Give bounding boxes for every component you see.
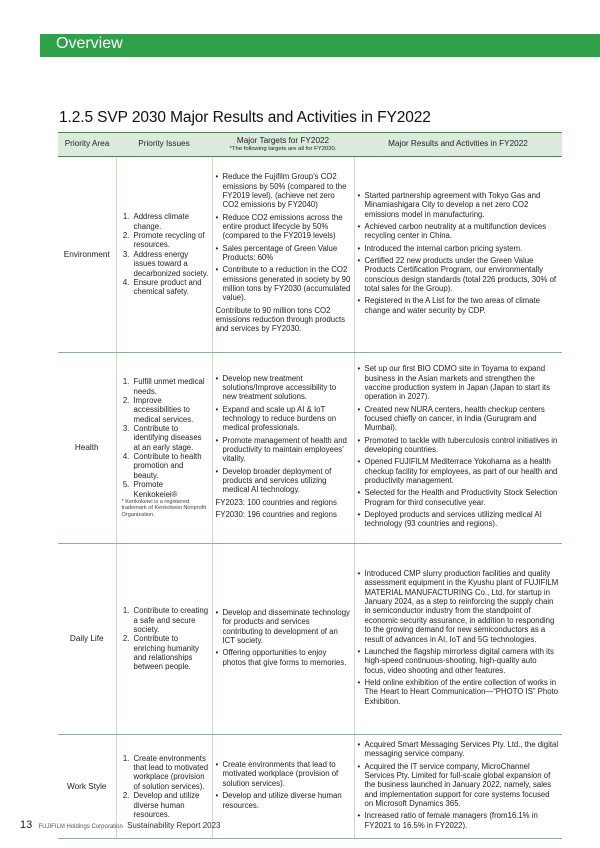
- list-item: • Set up our first BIO CDMO site in Toyama to expand business in the Asian markets and strengthen the vaccine production system in Japan (Japan to start its operation in 2027).: [358, 364, 560, 401]
- table-header-row: [58, 133, 562, 157]
- priority-issues-cell: [116, 157, 212, 353]
- list-item: FY2030: 196 countries and regions: [215, 510, 337, 520]
- section-heading: 1.2.5 SVP 2030 Major Results and Activities in FY2022: [59, 109, 431, 126]
- priority-issues-cell: [116, 544, 212, 735]
- major-targets-list: [216, 374, 351, 520]
- major-results-cell: [354, 353, 562, 544]
- major-targets-list: [216, 760, 351, 810]
- banner-title: Overview: [56, 35, 123, 52]
- list-item: 2. Promote recycling of resources.: [132, 231, 209, 250]
- list-item: • Acquired the IT service company, MicroChannel Services Pty. Limited for full-scale global expansion of the business launched in January 2022, namely, sales and implementation support for core systems focused on Microsoft Dynamics 365.: [358, 762, 560, 809]
- list-item: • Launched the flagship mirrorless digital camera with its high-speed continuous-shooting, high-quality auto focus, video shooting and other features.: [358, 647, 560, 675]
- list-item: • Held online exhibition of the entire collection of works in The Heart to Heart Communication—“PHOTO IS” Photo Exhibition.: [358, 678, 560, 706]
- header-major-targets: [212, 133, 354, 157]
- list-item: • Develop new treatment solutions/Improve accessibility to new treatment solutions.: [216, 374, 351, 402]
- list-item: • Increased ratio of female managers (from16.1% in FY2021 to 16.5% in FY2022).: [358, 811, 560, 830]
- page-footer: [20, 819, 220, 831]
- list-item: • Expand and scale up AI & IoT technology to reduce burdens on medical professionals.: [216, 405, 351, 433]
- list-item: 1. Create environments that lead to motivated workplace (provision of solution services).: [132, 754, 209, 791]
- list-item: • Develop broader deployment of products and services utilizing medical AI technology.: [216, 467, 351, 495]
- list-item: 2. Develop and utilize diverse human resources.: [132, 791, 209, 819]
- list-item: • Certified 22 new products under the Green Value Products Certification Program, our environmentally conscious design standards (total 226 products, 30% of total sales for the Group).: [358, 256, 560, 293]
- list-item: • Contribute to a reduction in the CO2 emissions generated in society by 90 million tons by FY2030 (accumulated value).: [216, 265, 351, 302]
- list-item: • Develop and utilize diverse human resources.: [216, 791, 351, 810]
- major-results-list: [358, 191, 560, 315]
- header-targets-note: *The following targets are all for FY2030.: [229, 145, 337, 152]
- major-targets-list: [216, 608, 351, 667]
- list-item: FY2023: 100 countries and regions: [215, 497, 337, 507]
- table-row-health: [58, 353, 562, 544]
- priority-issues-list: [120, 754, 209, 819]
- header-priority-issues: Priority Issues: [116, 133, 212, 157]
- list-item: • Deployed products and services utilizing medical AI technology (93 countries and regions).: [358, 510, 560, 529]
- major-results-list: [358, 569, 560, 706]
- list-item: • Registered in the A List for the two areas of climate change and water security by CDP.: [358, 296, 560, 315]
- list-item: • Introduced the internal carbon pricing system.: [358, 244, 560, 253]
- list-item: • Reduce CO2 emissions across the entire product lifecycle by 50% (compared to the FY2019 levels): [216, 213, 351, 241]
- list-item: • Created new NURA centers, health checkup centers focused chiefly on cancer, in India (Gurugram and Mumbai).: [358, 405, 560, 433]
- corporation-name: FUJIFILM Holdings Corporation: [38, 824, 123, 830]
- list-item: • Reduce the Fujifilm Group’s CO2 emissions by 50% (compared to the FY2019 level). (achieve net zero CO2 emissions by FY2040): [216, 172, 351, 209]
- header-priority-area: Priority Area: [58, 133, 116, 157]
- list-item: • Promote management of health and productivity to maintain employees’ vitality.: [216, 436, 351, 464]
- major-targets-cell: [212, 157, 354, 353]
- priority-issues-list: [120, 212, 209, 296]
- list-item: 1. Address climate change.: [132, 212, 209, 231]
- priority-area-cell: Work Style: [58, 735, 116, 839]
- kenkokeiei-footnote: * Kenkokeiei is a registered trademark of Kenkokeiei Nonprofit Organization.: [121, 498, 207, 519]
- priority-issues-cell: [116, 353, 212, 544]
- list-item: • Promoted to tackle with tuberculosis control initiatives in developing countries.: [358, 436, 560, 455]
- list-item: 3. Address energy issues toward a decarbonized society.: [132, 250, 209, 278]
- page-number: 13: [20, 819, 33, 831]
- list-item: 4. Contribute to health promotion and beauty.: [132, 452, 209, 480]
- list-item: • Achieved carbon neutrality at a multifunction devices recycling center in China.: [358, 222, 560, 241]
- priority-area-cell: Environment: [58, 157, 116, 353]
- overview-banner: [40, 34, 600, 57]
- major-results-cell: [354, 157, 562, 353]
- list-item: 1. Contribute to creating a safe and secure society.: [132, 606, 209, 634]
- list-item: 4. Ensure product and chemical safety.: [132, 278, 209, 297]
- priority-area-cell: Health: [58, 353, 116, 544]
- report-title: Sustainability Report 2023: [127, 821, 221, 830]
- list-item: [121, 480, 209, 519]
- list-item: • Develop and disseminate technology for products and services contributing to development of an ICT society.: [216, 608, 351, 645]
- list-item: • Create environments that lead to motivated workplace (provision of solution services).: [216, 760, 351, 788]
- major-results-list: [358, 364, 560, 529]
- table-row-daily-life: [58, 544, 562, 735]
- priority-issues-list: [120, 606, 209, 671]
- list-item: • Offering opportunities to enjoy photos that give forms to memories.: [216, 648, 351, 667]
- list-item: • Acquired Smart Messaging Services Pty. Ltd., the digital messaging service company.: [358, 740, 560, 759]
- major-results-list: [358, 740, 560, 830]
- list-item: • Started partnership agreement with Tokyo Gas and Minamiashigara City to develop a net zero CO2 emissions model in manufacturing.: [358, 191, 560, 219]
- major-targets-cell: [212, 544, 354, 735]
- header-targets-label: Major Targets for FY2022: [236, 136, 330, 146]
- list-item: 2. Contribute to enriching humanity and relationships between people.: [132, 634, 209, 671]
- results-table: [58, 132, 562, 839]
- list-item: Contribute to 90 million tons CO2 emissions reduction through products and services by FY2030.: [215, 305, 346, 334]
- priority-area-cell: Daily Life: [58, 544, 116, 735]
- major-targets-list: [216, 172, 351, 334]
- list-item: • Opened FUJIFILM Mediterrace Yokohama as a health checkup facility for employees, as part of our health and productivity management.: [358, 457, 560, 485]
- major-targets-cell: [212, 353, 354, 544]
- list-item: 3. Contribute to identifying diseases at an early stage.: [132, 424, 209, 452]
- list-item-label: Promote Kenkokeiei®: [133, 480, 178, 499]
- header-major-results: Major Results and Activities in FY2022: [354, 133, 562, 157]
- priority-issues-list: [120, 377, 209, 518]
- table-row-environment: [58, 157, 562, 353]
- major-targets-cell: [212, 735, 354, 839]
- list-item: • Sales percentage of Green Value Products: 60%: [216, 244, 351, 263]
- major-results-cell: [354, 735, 562, 839]
- list-item: 2. Improve accessibilities to medical services.: [132, 396, 209, 424]
- list-item: 1. Fulfill unmet medical needs.: [132, 377, 209, 396]
- list-item: • Selected for the Health and Productivity Stock Selection Program for third consecutive year.: [358, 488, 560, 507]
- list-item: • Introduced CMP slurry production facilities and quality assessment equipment in the Kyushu plant of FUJIFILM MATERIAL MANUFACTURING Co., Ltd. for startup in January 2024, as a step to reinforcing the supply chain in semiconductor industry from the standpoint of economic security assurance, in addition to responding to the growing demand for new semiconductors as a result of advances in AI, IoT and 5G technologies.: [358, 569, 560, 644]
- major-results-cell: [354, 544, 562, 735]
